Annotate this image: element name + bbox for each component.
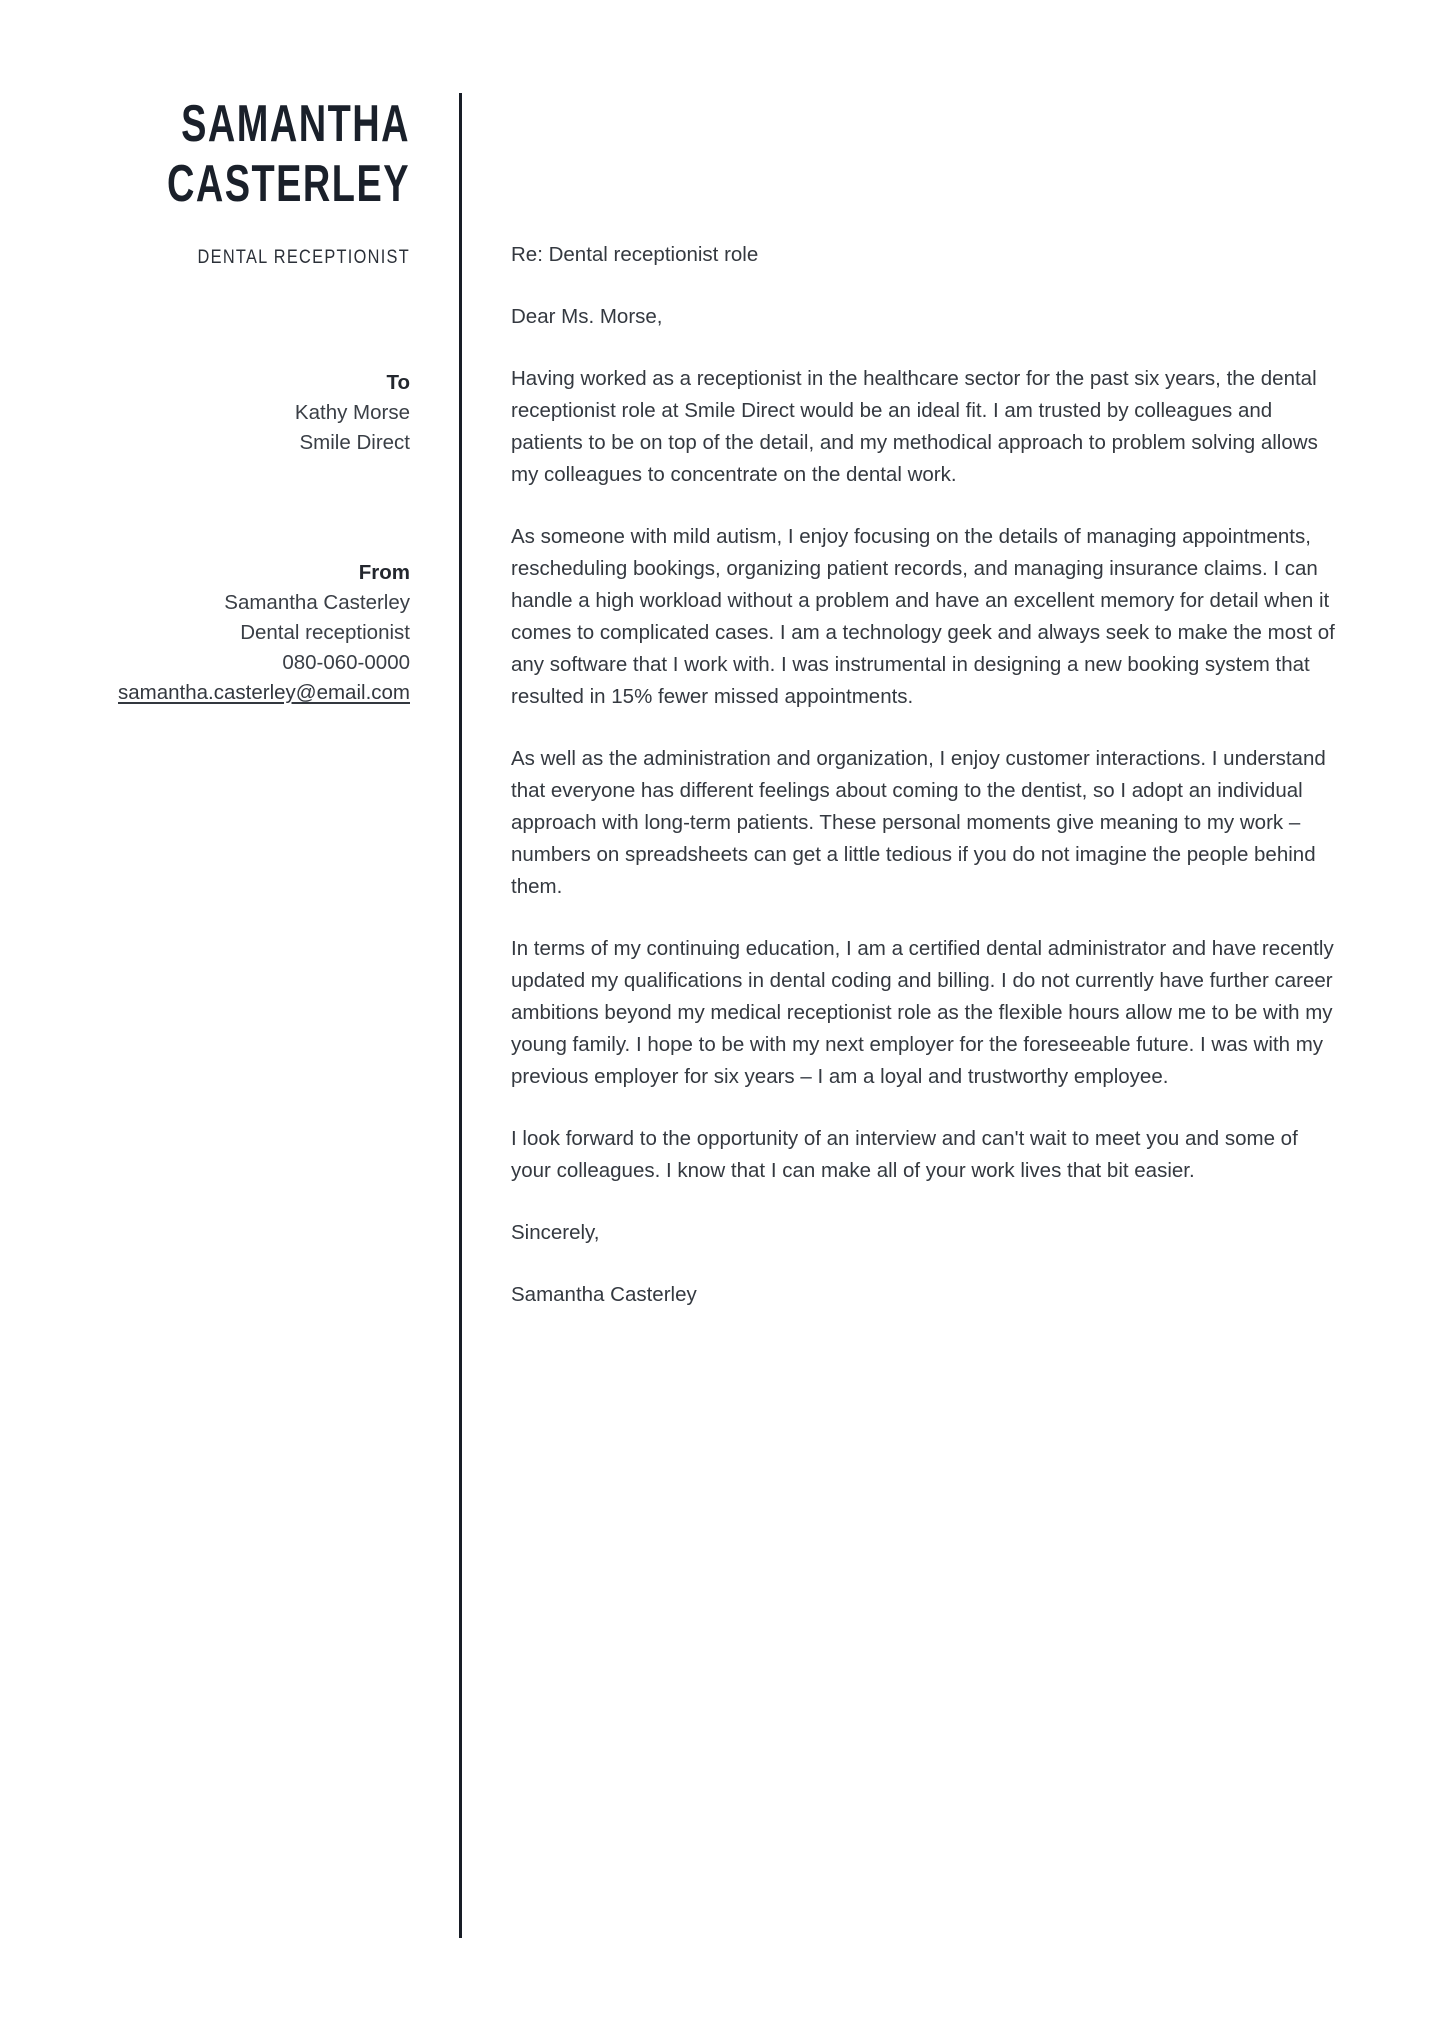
candidate-name [155,94,411,214]
candidate-name-line1: SAMANTHA [181,95,410,153]
letter-paragraph: In terms of my continuing education, I am a certified dental administrator and have recently updated my qualifications in dental coding and billing. I do not currently have further career ambitions beyond my medical receptionist role as the flexible hours allow me to be with my young family. I hope to be with my next employer for the foreseeable future. I was with my previous employer for six years – I am a loyal and trustworthy employee. [511,937,1334,1088]
letter-paragraph: As someone with mild autism, I enjoy focusing on the details of managing appointments, rescheduling bookings, organizing patient records, and managing insurance claims. I can handle a high workload without a problem and have an excellent memory for detail when it comes to complicated cases. I am a technology geek and always seek to make the most of any software that I work with. I was instrumental in designing a new booking system that resulted in 15% fewer missed appointments. [511,525,1335,708]
recipient-block [60,368,410,458]
candidate-name-line2: CASTERLEY [166,155,410,213]
recipient-name: Kathy Morse [294,401,410,424]
letter-subject: Re: Dental receptionist role [511,243,759,266]
job-title: DENTAL RECEPTIONIST [197,247,410,268]
to-label: To [386,371,410,394]
recipient-company: Smile Direct [299,431,410,454]
letter-signature: Samantha Casterley [511,1283,697,1306]
letter-closing: Sincerely, [511,1221,600,1244]
vertical-divider-rule [459,93,462,1938]
sender-email-link[interactable]: samantha.casterley@email.com [118,681,410,704]
sender-role: Dental receptionist [240,621,410,644]
sender-name: Samantha Casterley [224,591,410,614]
letter-body [511,239,1341,1311]
sender-block [60,558,410,708]
from-label: From [358,561,410,584]
sender-phone: 080-060-0000 [282,651,410,674]
letter-salutation: Dear Ms. Morse, [511,305,663,328]
letter-paragraph: Having worked as a receptionist in the healthcare sector for the past six years, the dental receptionist role at Smile Direct would be an ideal fit. I am trusted by colleagues and patients to be on top of the detail, and my methodical approach to problem solving allows my colleagues to concentrate on the dental work. [511,367,1318,486]
letter-paragraph: As well as the administration and organization, I enjoy customer interactions. I understand that everyone has different feelings about coming to the dentist, so I adopt an individual approach with long-term patients. These personal moments give meaning to my work – numbers on spreadsheets can get a little tedious if you do not imagine the people behind them. [511,747,1326,898]
letter-paragraph: I look forward to the opportunity of an interview and can't wait to meet you and some of your colleagues. I know that I can make all of your work lives that bit easier. [511,1127,1298,1182]
